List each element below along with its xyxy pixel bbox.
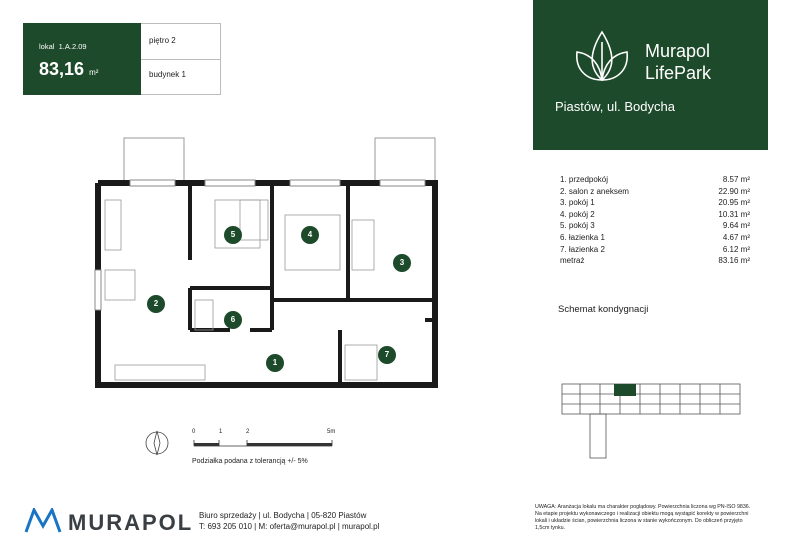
room-name: 3. pokój 1 — [560, 198, 595, 208]
building-label: budynek 1 — [149, 70, 186, 79]
floor-schema — [560, 380, 745, 460]
room-row — [560, 209, 750, 221]
room-row — [560, 197, 750, 209]
room-row — [560, 244, 750, 256]
divider — [141, 59, 221, 60]
room-number-3: 3 — [393, 254, 411, 272]
highlighted-unit — [614, 384, 636, 396]
scale-bar — [192, 438, 342, 448]
room-number-4: 4 — [301, 226, 319, 244]
room-name: 6. łazienka 1 — [560, 232, 605, 242]
room-number-7: 7 — [378, 346, 396, 364]
unit-area-panel — [23, 23, 141, 95]
room-row — [560, 255, 750, 267]
murapol-logo-icon — [24, 508, 62, 534]
room-row — [560, 174, 750, 186]
scale-tick-2: 2 — [246, 429, 250, 435]
brand-name: Murapol LifePark — [645, 41, 712, 83]
room-name: 2. salon z aneksem — [560, 186, 629, 196]
scale-note: Podziałka podana z tolerancją +/- 5% — [192, 458, 308, 465]
unit-id: lokal 1.A.2.09 — [39, 42, 87, 51]
room-number-6: 6 — [224, 311, 242, 329]
floor-schema-label: Schemat kondygnacji — [558, 304, 649, 315]
footer-contact: Biuro sprzedaży | ul. Bodycha | 05-820 Piastów T: 693 205 010 | M: oferta@murapol.pl | murapol.pl — [199, 511, 380, 531]
room-number-2: 2 — [147, 295, 165, 313]
room-area: 9.64 m² — [722, 221, 750, 231]
room-row — [560, 186, 750, 198]
room-area: 6.12 m² — [722, 244, 750, 254]
room-name: 7. łazienka 2 — [560, 244, 605, 254]
room-area: 83.16 m² — [718, 256, 750, 266]
room-area: 20.95 m² — [718, 198, 750, 208]
room-area: 22.90 m² — [718, 186, 750, 196]
scale-tick-0: 0 — [192, 429, 196, 435]
room-name: 4. pokój 2 — [560, 209, 595, 219]
room-area: 10.31 m² — [718, 209, 750, 219]
disclaimer: UWAGA: Aranżacja lokalu ma charakter poglądowy. Powierzchnia liczona wg PN-ISO 9836. Na etapie projektu wykonawczego i realizacji obiektu mogą wystąpić korekty w powierzchni lokali i układzie ścian, powierzchnia liczona w stanie wykończonym. Do obliczeń przyjęto 1,5cm tynku. — [535, 504, 751, 531]
scale-tick-1: 1 — [219, 429, 223, 435]
room-number-5: 5 — [224, 226, 242, 244]
room-row — [560, 220, 750, 232]
location: Piastów, ul. Bodycha — [555, 99, 675, 114]
room-name: 5. pokój 3 — [560, 221, 595, 231]
room-area: 8.57 m² — [722, 175, 750, 184]
brand-panel — [533, 0, 768, 150]
compass-icon — [142, 428, 172, 458]
room-list — [560, 174, 750, 267]
room-area: 4.67 m² — [722, 232, 750, 242]
scale-tick-5m: 5m — [327, 429, 336, 435]
floor-label: piętro 2 — [149, 36, 176, 45]
room-number-1: 1 — [266, 354, 284, 372]
room-name: 1. przedpokój — [560, 175, 609, 184]
room-row — [560, 232, 750, 244]
room-name: metraż — [560, 256, 585, 266]
leaf-logo-icon — [573, 26, 631, 84]
unit-area: 83,16 m² — [39, 59, 99, 79]
footer-logo: MURAPOL — [68, 510, 194, 535]
